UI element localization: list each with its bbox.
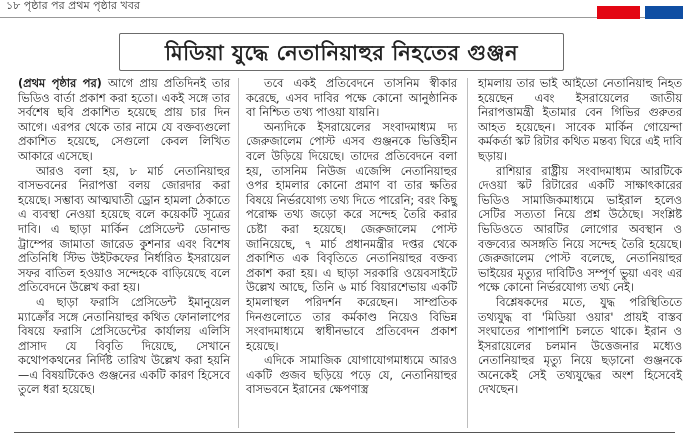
paragraph: বিশ্লেষকদের মতে, যুদ্ধ পরিস্থিতিতে তথ্যযুদ্ধ বা 'মিডিয়া ওয়ার' প্রায়ই বাস্তব সংঘাতের পাশাপাশি চলতে থাকে। ইরান ও ইসরায়েলের চলমান উত্তেজনার মধ্যেও নেতানিয়াহুর মৃত্যু নিয়ে ছড়ানো গুঞ্জনকে অনেকেই সেই তথ্যযুদ্ধের অংশ হিসেবেই দেখছেন। [478,295,682,397]
brand-blue-block [645,6,683,19]
masthead-strip [0,0,683,22]
next-article-border [14,432,675,443]
paragraph-text: আগে প্রায় প্রতিদিনই তার ভিডিও বার্তা প্রকাশ করা হতো। একই সঙ্গে তার সর্বশেষ ছবি প্রকাশিত হয়েছে প্রায় চার দিন আগে। এরপর থেকে তার নামে যে বক্তব্যগুলো প্রকাশিত হয়েছে, সেগুলো কেবল লিখিত আকারে এসেছে। [18,77,230,163]
continuation-label: (প্রথম পৃষ্ঠার পর) [18,77,102,90]
paragraph: আরও বলা হয়, ৮ মার্চ নেতানিয়াহুর বাসভবনের নিরাপত্তা বলয় জোরদার করা হয়েছে। সম্ভাব্য আত্মঘাতী ড্রোন হামলা ঠেকাতে এ ব্যবস্থা নেওয়া হয়েছে বলে কয়েকটি সূত্রের দাবি। এ ছাড়া মার্কিন প্রেসিডেন্ট ডোনাল্ড ট্রাম্পের জামাতা জারেড কুশনার এবং বিশেষ প্রতিনিধি স্টিভ উইটকফের নির্ধারিত ইসরায়েল সফর বাতিল হওয়াও সন্দেহকে বাড়িয়েছে বলে প্রতিবেদনে উল্লেখ করা হয়। [18,164,230,295]
paragraph: হামলায় তার ভাই আইডো নেতানিয়াহু নিহত হয়েছেন এবং ইসরায়েলের জাতীয় নিরাপত্তামন্ত্রী ইতামার বেন গিভির গুরুতর আহত হয়েছেন। সাবেক মার্কিন গোয়েন্দা কর্মকর্তা স্কট রিটার কথিত মন্তব্য ঘিরে এই দাবি ছড়ায়। [478,77,682,163]
paragraph: এদিকে সামাজিক যোগাযোগমাধ্যমে আরও একটি গুজব ছড়িয়ে পড়ে যে, নেতানিয়াহুর বাসভবনে ইরানের ক্ষেপণাস্ত্র [246,354,457,397]
masthead-rule [0,17,683,18]
paragraph [18,77,230,165]
article-column-1 [18,77,230,398]
article-column-2 [246,77,457,398]
column-divider-2 [467,78,468,428]
article-column-3 [478,77,682,398]
paragraph: এ ছাড়া ফরাসি প্রেসিডেন্ট ইমানুয়েল ম্যাক্রোঁর সঙ্গে নেতানিয়াহুর কথিত ফোনালাপের বিষয়ে ফরাসি প্রেসিডেন্টের কার্যালয় এলিসি প্রাসাদ যে বিবৃতি দিয়েছে, সেখানে কথোপকথনের নির্দিষ্ট তারিখ উল্লেখ করা হয়নি—এ বিষয়টিকেও গুঞ্জনের একটি কারণ হিসেবে তুলে ধরা হয়েছে। [18,295,230,397]
masthead-text: ১৮ পৃষ্ঠার পর প্রথম পৃষ্ঠার খবর [6,0,140,12]
paragraph: রাশিয়ার রাষ্ট্রীয় সংবাদমাধ্যম আরটিকে দেওয়া স্কট রিটারের একটি সাক্ষাৎকারের ভিডিও সামাজিকমাধ্যমে ভাইরাল হলেও সেটির সত্যতা নিয়ে প্রশ্ন উঠেছে। সংশ্লিষ্ট ভিডিওতে আরটির লোগোর অবস্থান ও বক্তব্যের অসঙ্গতি নিয়ে সন্দেহ তৈরি হয়েছে। জেরুজালেম পোস্ট বলেছে, নেতানিয়াহুর ভাইয়ের মৃত্যুর দাবিটিও সম্পূর্ণ ভুয়া এবং এর পক্ষে কোনো নির্ভরযোগ্য তথ্য নেই। [478,164,682,295]
brand-red-block [597,6,640,19]
column-divider-1 [238,78,239,428]
headline-box [119,33,564,71]
paragraph: অন্যদিকে ইসরায়েলের সংবাদমাধ্যম দ্য জেরুজালেম পোস্ট এসব গুঞ্জনকে ভিত্তিহীন বলে উড়িয়ে দিয়েছে। তাদের প্রতিবেদনে বলা হয়, তাসনিম নিউজ এজেন্সি নেতানিয়াহুর ওপর হামলার কোনো প্রমাণ বা তার ক্ষতির বিষয়ে নির্ভরযোগ্য তথ্য দিতে পারেনি; বরং কিছু পরোক্ষ তথ্য জড়ো করে সন্দেহ তৈরি করার চেষ্টা করা হয়েছে। জেরুজালেম পোস্ট জানিয়েছে, ৭ মার্চ প্রধানমন্ত্রীর দপ্তর থেকে প্রকাশিত এক বিবৃতিতে নেতানিয়াহুর বক্তব্য প্রকাশ করা হয়। এ ছাড়া সরকারি ওয়েবসাইটে উল্লেখ আছে, তিনি ৬ মার্চ বিয়ারশেভায় একটি হামলাস্থল পরিদর্শন করেছেন। সাম্প্রতিক দিনগুলোতে তার কর্মকাণ্ড নিয়েও বিভিন্ন সংবাদমাধ্যমে স্বাধীনভাবে প্রতিবেদন প্রকাশ হয়েছে। [246,120,457,353]
article-headline: মিডিয়া যুদ্ধে নেতানিয়াহুর নিহতের গুঞ্জন [164,41,519,65]
paragraph: তবে একই প্রতিবেদনে তাসনিম স্বীকার করেছে, এসব দাবির পক্ষে কোনো আনুষ্ঠানিক বা নিশ্চিত তথ্য পাওয়া যায়নি। [246,77,457,120]
